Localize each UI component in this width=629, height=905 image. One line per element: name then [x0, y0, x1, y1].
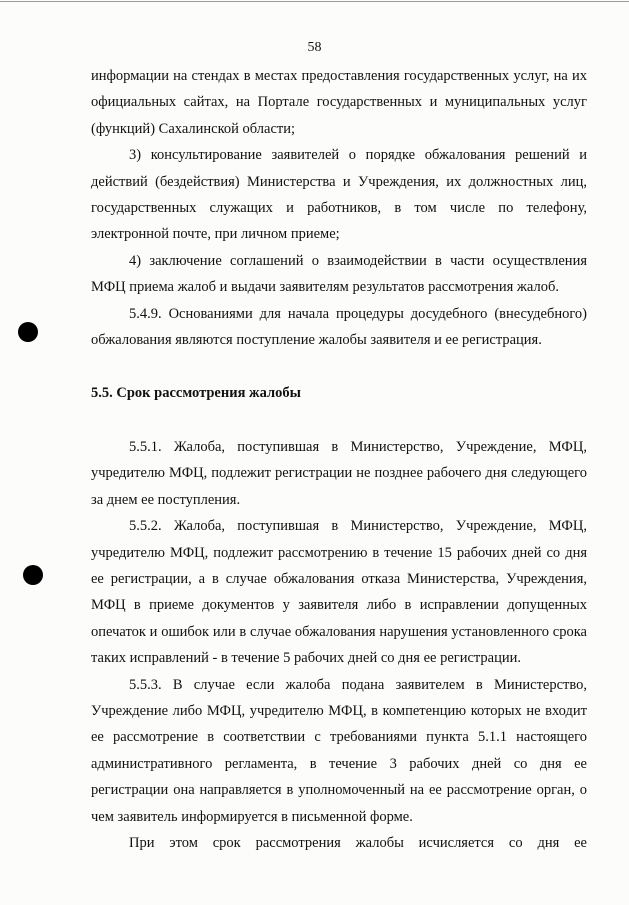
paragraph: 5.5.3. В случае если жалоба подана заявителем в Министерство, Учреждение либо МФЦ, учредителю МФЦ, в компетенцию которых не входит ее рассмотрение в соответствии с требованиями пункта 5.1.1 настоящего административного регламента, в течение 3 рабочих дней со дня ее регистрации она направляется в уполномоченный на ее рассмотрение орган, о чем заявитель информируется в письменной форме.	[91, 676, 587, 825]
paragraph: информации на стендах в местах предоставления государственных услуг, на их официальных сайтах, на Портале государственных и муниципальных услуг (функций) Сахалинской области;	[91, 68, 587, 137]
page-number: 58	[307, 40, 322, 55]
paragraph: 5.4.9. Основаниями для начала процедуры досудебного (внесудебного) обжалования являются поступление жалобы заявителя и ее регистрация.	[91, 305, 587, 349]
paragraph: 3) консультирование заявителей о порядке обжалования решений и действий (бездействия) Министерства и Учреждения, их должностных лиц, государственных служащих и работников, в том числе по телефону, электронной почте, при личном приеме;	[91, 147, 587, 243]
paragraph: 5.5.1. Жалоба, поступившая в Министерство, Учреждение, МФЦ, учредителю МФЦ, подлежит регистрации не позднее рабочего дня следующего за днем ее поступления.	[91, 438, 587, 508]
document-body	[91, 63, 587, 856]
punch-hole	[18, 322, 38, 342]
punch-hole	[23, 565, 43, 585]
paragraph: 5.5.2. Жалоба, поступившая в Министерство, Учреждение, МФЦ, учредителю МФЦ, подлежит рассмотрению в течение 15 рабочих дней со дня ее регистрации, а в случае обжалования отказа Министерства, Учреждения, МФЦ в приеме документов у заявителя либо в исправлении допущенных опечаток и ошибок или в случае обжалования нарушения установленного срока таких исправлений - в течение 5 рабочих дней со дня ее регистрации.	[91, 518, 587, 667]
scan-top-edge	[0, 1, 629, 2]
paragraph: При этом срок рассмотрения жалобы исчисляется со дня ее	[129, 834, 587, 851]
section-heading: 5.5. Срок рассмотрения жалобы	[91, 385, 301, 402]
paragraph: 4) заключение соглашений о взаимодействии в части осуществления МФЦ приема жалоб и выдачи заявителям результатов рассмотрения жалоб.	[91, 252, 587, 296]
